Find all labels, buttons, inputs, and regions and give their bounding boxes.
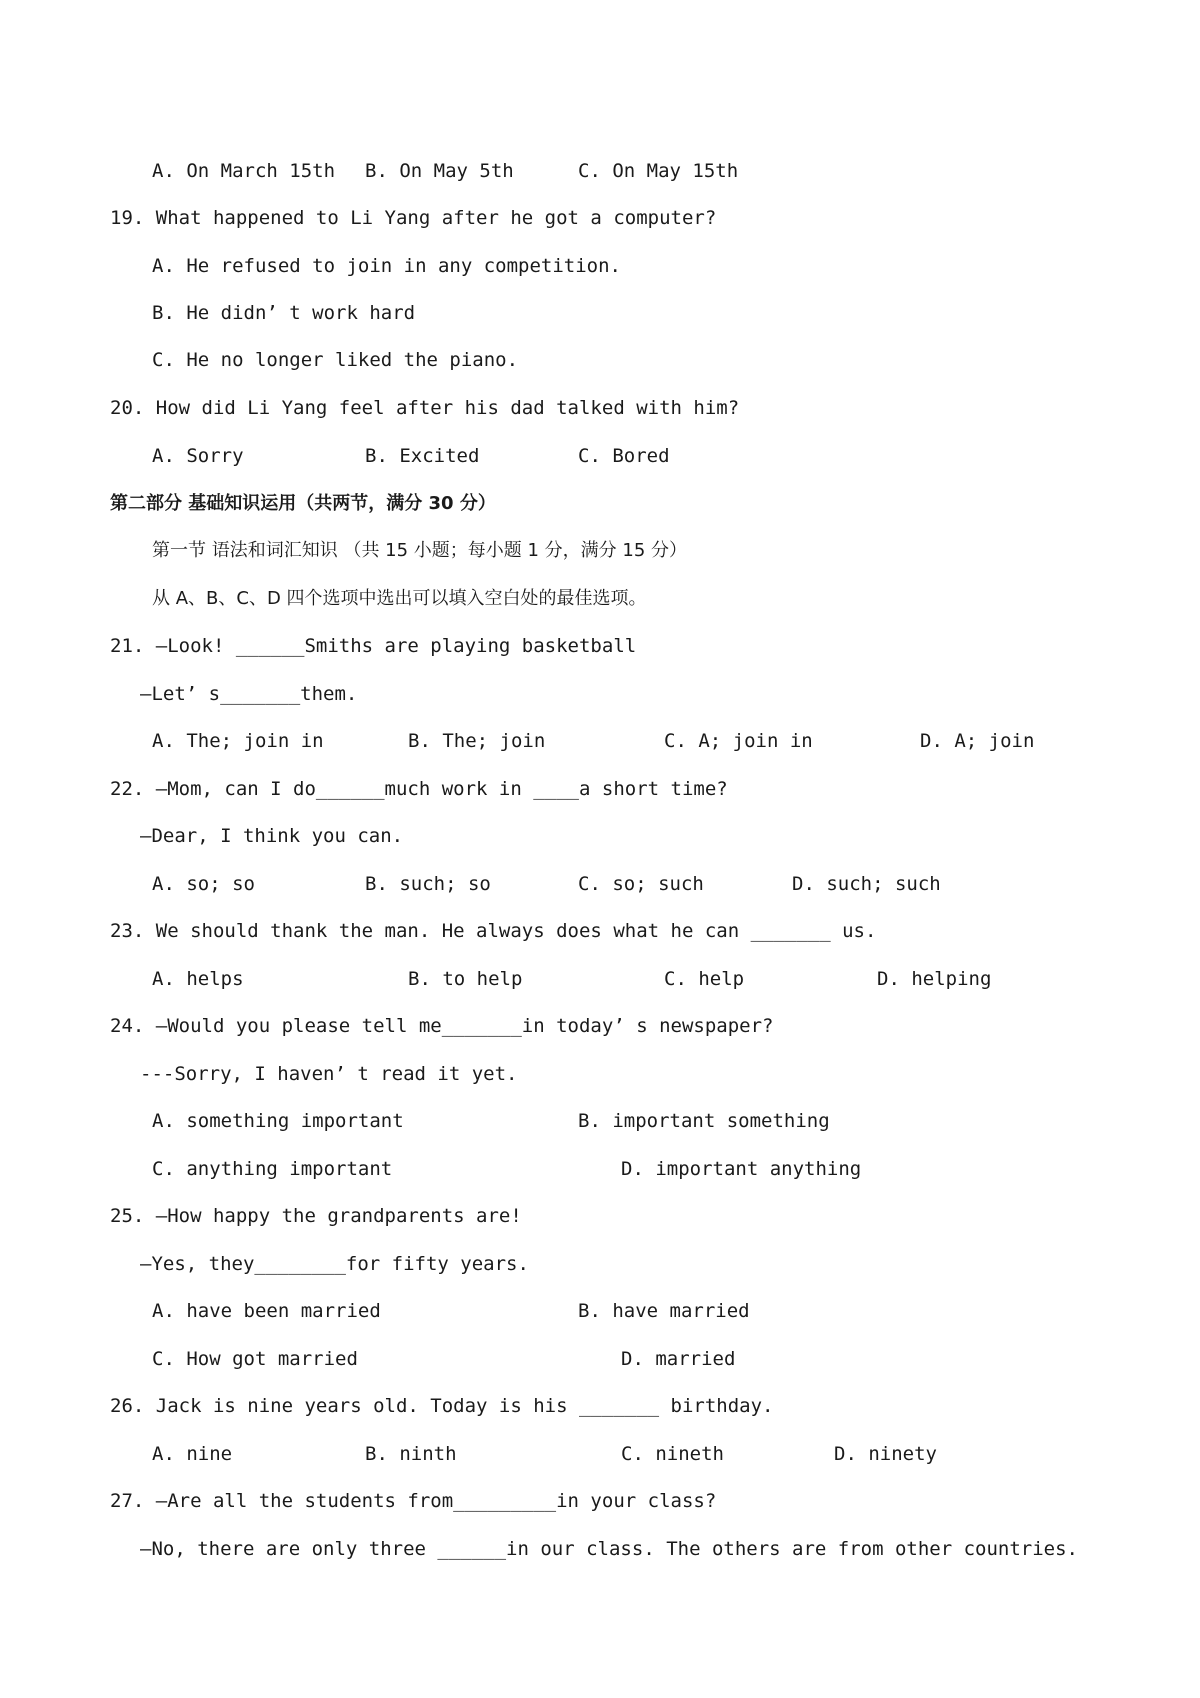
q19-option-c: C. He no longer liked the piano. bbox=[152, 349, 519, 371]
q21-option-c: C. A; join in bbox=[664, 730, 813, 752]
q22-option-c: C. so; such bbox=[578, 873, 704, 895]
q19-option-b: B. He didn’ t work hard bbox=[152, 302, 416, 324]
q18-option-c: C. On May 15th bbox=[578, 160, 739, 182]
q25-line1: 25. —How happy the grandparents are! bbox=[110, 1205, 522, 1227]
q23-option-d: D. helping bbox=[877, 968, 992, 990]
q25-option-b: B. have married bbox=[578, 1300, 750, 1322]
q23-line1: 23. We should thank the man. He always does what he can _______ us. bbox=[110, 920, 877, 942]
q25-option-c: C. How got married bbox=[152, 1348, 358, 1370]
q27-line1: 27. —Are all the students from_________in your class? bbox=[110, 1490, 717, 1512]
q18-option-a: A. On March 15th bbox=[152, 160, 336, 182]
q22-option-d: D. such; such bbox=[792, 873, 941, 895]
q24-line2: ---Sorry, I haven’ t read it yet. bbox=[140, 1063, 518, 1085]
q19-stem: 19. What happened to Li Yang after he got a computer? bbox=[110, 207, 717, 229]
section1-instruction: 从 A、B、C、D 四个选项中选出可以填入空白处的最佳选项。 bbox=[152, 588, 647, 609]
q24-line1: 24. —Would you please tell me_______in today’ s newspaper? bbox=[110, 1015, 774, 1037]
q19-option-a: A. He refused to join in any competition. bbox=[152, 255, 621, 277]
q24-option-c: C. anything important bbox=[152, 1158, 393, 1180]
q26-option-c: C. nineth bbox=[621, 1443, 724, 1465]
section1-heading: 第一节 语法和词汇知识 （共 15 小题；每小题 1 分，满分 15 分） bbox=[152, 540, 688, 561]
q21-line1: 21. —Look! ______Smiths are playing basketball bbox=[110, 635, 637, 657]
q26-line1: 26. Jack is nine years old. Today is his _______ birthday. bbox=[110, 1395, 774, 1417]
q26-option-a: A. nine bbox=[152, 1443, 233, 1465]
q24-option-d: D. important anything bbox=[621, 1158, 862, 1180]
q22-line1: 22. —Mom, can I do______much work in ____a short time? bbox=[110, 778, 728, 800]
q26-option-d: D. ninety bbox=[834, 1443, 937, 1465]
q23-option-b: B. to help bbox=[408, 968, 523, 990]
q20-stem: 20. How did Li Yang feel after his dad talked with him? bbox=[110, 397, 740, 419]
q21-line2: —Let’ s_______them. bbox=[140, 683, 358, 705]
q25-line2: —Yes, they________for fifty years. bbox=[140, 1253, 529, 1275]
q26-option-b: B. ninth bbox=[365, 1443, 457, 1465]
q21-option-a: A. The; join in bbox=[152, 730, 324, 752]
q20-option-c: C. Bored bbox=[578, 445, 670, 467]
q24-option-a: A. something important bbox=[152, 1110, 404, 1132]
q22-line2: —Dear, I think you can. bbox=[140, 825, 404, 847]
q20-option-a: A. Sorry bbox=[152, 445, 244, 467]
q25-option-d: D. married bbox=[621, 1348, 736, 1370]
q22-option-b: B. such; so bbox=[365, 873, 491, 895]
part2-heading: 第二部分 基础知识运用（共两节，满分 30 分） bbox=[110, 493, 496, 514]
q20-option-b: B. Excited bbox=[365, 445, 480, 467]
q18-option-b: B. On May 5th bbox=[365, 160, 514, 182]
q21-option-d: D. A; join bbox=[920, 730, 1035, 752]
q21-option-b: B. The; join bbox=[408, 730, 546, 752]
q23-option-c: C. help bbox=[664, 968, 745, 990]
q25-option-a: A. have been married bbox=[152, 1300, 381, 1322]
q23-option-a: A. helps bbox=[152, 968, 244, 990]
q27-line2: —No, there are only three ______in our class. The others are from other countries. bbox=[140, 1538, 1078, 1560]
q24-option-b: B. important something bbox=[578, 1110, 830, 1132]
q22-option-a: A. so; so bbox=[152, 873, 255, 895]
